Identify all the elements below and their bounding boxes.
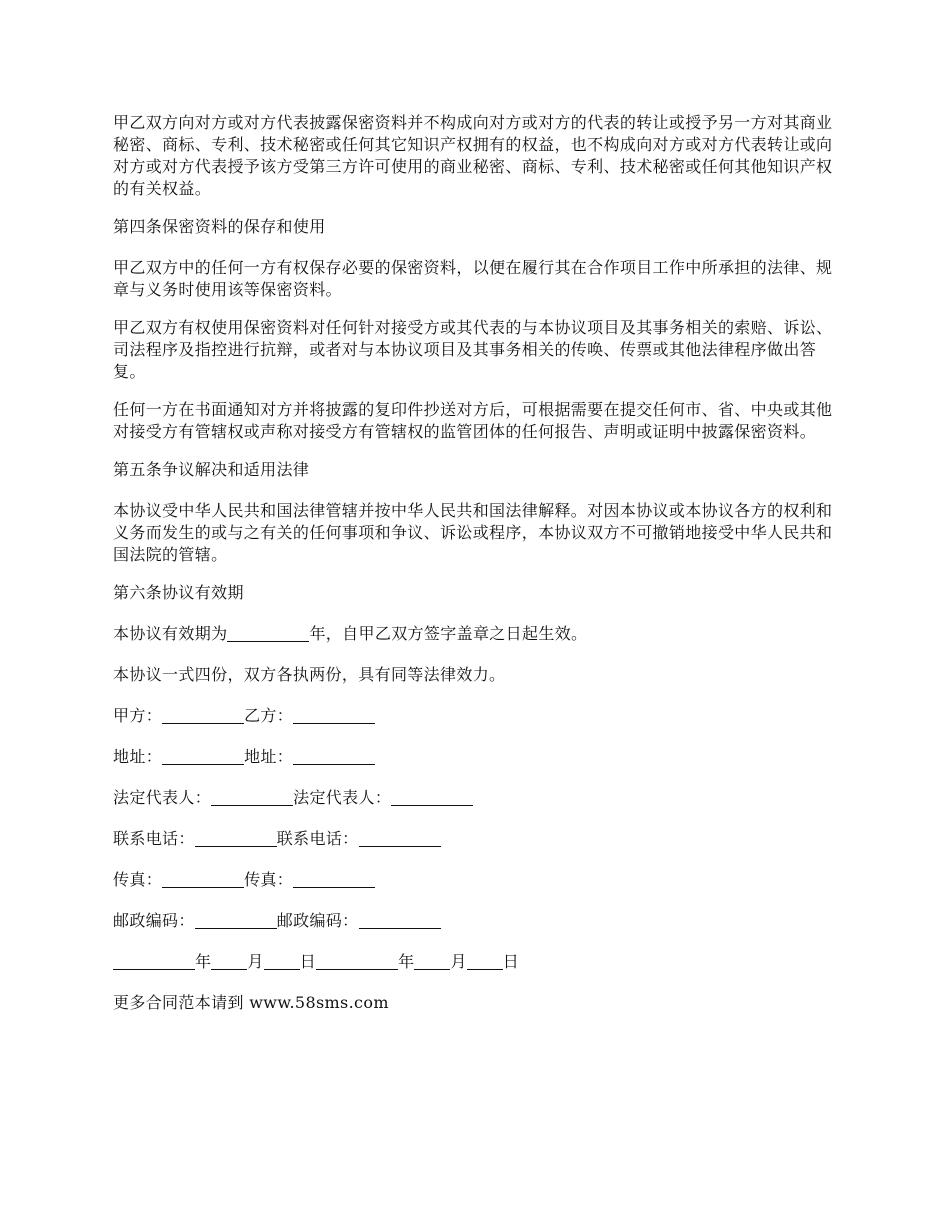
paragraph-retain-materials: 甲乙双方中的任何一方有权保存必要的保密资料，以便在履行其在合作项目工作中所承担的法律、规章与义务时使用该等保密资料。 bbox=[113, 258, 833, 299]
address-b-label: 地址： bbox=[244, 747, 294, 766]
date-b-year-label: 年 bbox=[398, 952, 415, 971]
zip-b-label: 邮政编码： bbox=[276, 911, 359, 930]
paragraph-use-for-defense: 甲乙双方有权使用保密资料对任何针对接受方或其代表的与本协议项目及其事务相关的索赔、诉讼、司法程序及指控进行抗辩，或者对与本协议项目及其事务相关的传唤、传票或其他法律程序做出答复。 bbox=[113, 318, 833, 381]
heading-article-4: 第四条保密资料的保存和使用 bbox=[113, 217, 326, 236]
date-a-month-label: 月 bbox=[247, 952, 264, 971]
signature-fax-row bbox=[113, 869, 841, 891]
date-b-day-blank[interactable] bbox=[467, 953, 503, 970]
paragraph-copies: 本协议一式四份，双方各执两份，具有同等法律效力。 bbox=[113, 665, 506, 684]
party-b-blank[interactable] bbox=[293, 707, 375, 724]
phone-b-blank[interactable] bbox=[359, 830, 441, 847]
fax-b-blank[interactable] bbox=[293, 871, 375, 888]
term-suffix: 年，自甲乙双方签字盖章之日起生效。 bbox=[309, 624, 588, 643]
rep-b-label: 法定代表人： bbox=[293, 788, 392, 807]
date-b-year-blank[interactable] bbox=[316, 953, 398, 970]
phone-a-blank[interactable] bbox=[195, 830, 277, 847]
signature-phone-row bbox=[113, 828, 841, 850]
heading-article-5: 第五条争议解决和适用法律 bbox=[113, 460, 310, 479]
date-a-year-blank[interactable] bbox=[113, 953, 195, 970]
signature-representative-row bbox=[113, 787, 841, 809]
rep-a-blank[interactable] bbox=[211, 789, 293, 806]
signature-zip-row bbox=[113, 910, 841, 932]
zip-b-blank[interactable] bbox=[359, 912, 441, 929]
address-a-blank[interactable] bbox=[162, 748, 244, 765]
term-years-blank[interactable] bbox=[227, 625, 309, 642]
party-b-label: 乙方： bbox=[244, 706, 294, 725]
date-a-year-label: 年 bbox=[195, 952, 212, 971]
heading-article-6: 第六条协议有效期 bbox=[113, 583, 244, 602]
date-b-month-blank[interactable] bbox=[414, 953, 450, 970]
date-b-month-label: 月 bbox=[450, 952, 467, 971]
party-a-label: 甲方： bbox=[113, 706, 163, 725]
party-a-blank[interactable] bbox=[162, 707, 244, 724]
signature-party-row bbox=[113, 705, 841, 727]
paragraph-disclosure-regulators: 任何一方在书面通知对方并将披露的复印件抄送对方后，可根据需要在提交任何市、省、中央或其他对接受方有管辖权或声称对接受方有管辖权的监管团体的任何报告、声明或证明中披露保密资料。 bbox=[113, 400, 833, 441]
paragraph-ip-rights: 甲乙双方向对方或对方代表披露保密资料并不构成向对方或对方的代表的转让或授予另一方对其商业秘密、商标、专利、技术秘密或任何其它知识产权拥有的权益，也不构成向对方或对方代表转让或向对方或对方代表授予该方受第三方许可使用的商业秘密、商标、专利、技术秘密或任何其他知识产权的有关权益。 bbox=[113, 113, 833, 198]
date-a-day-blank[interactable] bbox=[264, 953, 300, 970]
date-a-month-blank[interactable] bbox=[211, 953, 247, 970]
zip-a-label: 邮政编码： bbox=[113, 911, 195, 930]
fax-a-label: 传真： bbox=[113, 870, 163, 889]
fax-a-blank[interactable] bbox=[162, 871, 244, 888]
zip-a-blank[interactable] bbox=[195, 912, 277, 929]
rep-b-blank[interactable] bbox=[391, 789, 473, 806]
document-page bbox=[113, 112, 841, 1030]
phone-a-label: 联系电话： bbox=[113, 829, 195, 848]
date-b-day-label: 日 bbox=[502, 952, 520, 971]
phone-b-label: 联系电话： bbox=[276, 829, 359, 848]
term-prefix: 本协议有效期为 bbox=[113, 624, 228, 643]
footer-more-templates: 更多合同范本请到 www.58sms.com bbox=[113, 993, 389, 1012]
signature-address-row bbox=[113, 746, 841, 768]
signature-date-row bbox=[113, 951, 841, 973]
address-a-label: 地址： bbox=[113, 747, 163, 766]
address-b-blank[interactable] bbox=[293, 748, 375, 765]
rep-a-label: 法定代表人： bbox=[113, 788, 212, 807]
fax-b-label: 传真： bbox=[244, 870, 294, 889]
paragraph-term bbox=[113, 623, 841, 645]
date-a-day-label: 日 bbox=[299, 952, 317, 971]
paragraph-governing-law: 本协议受中华人民共和国法律管辖并按中华人民共和国法律解释。对因本协议或本协议各方的权利和义务而发生的或与之有关的任何事项和争议、诉讼或程序，本协议双方不可撤销地接受中华人民共和国法院的管辖。 bbox=[113, 501, 833, 564]
